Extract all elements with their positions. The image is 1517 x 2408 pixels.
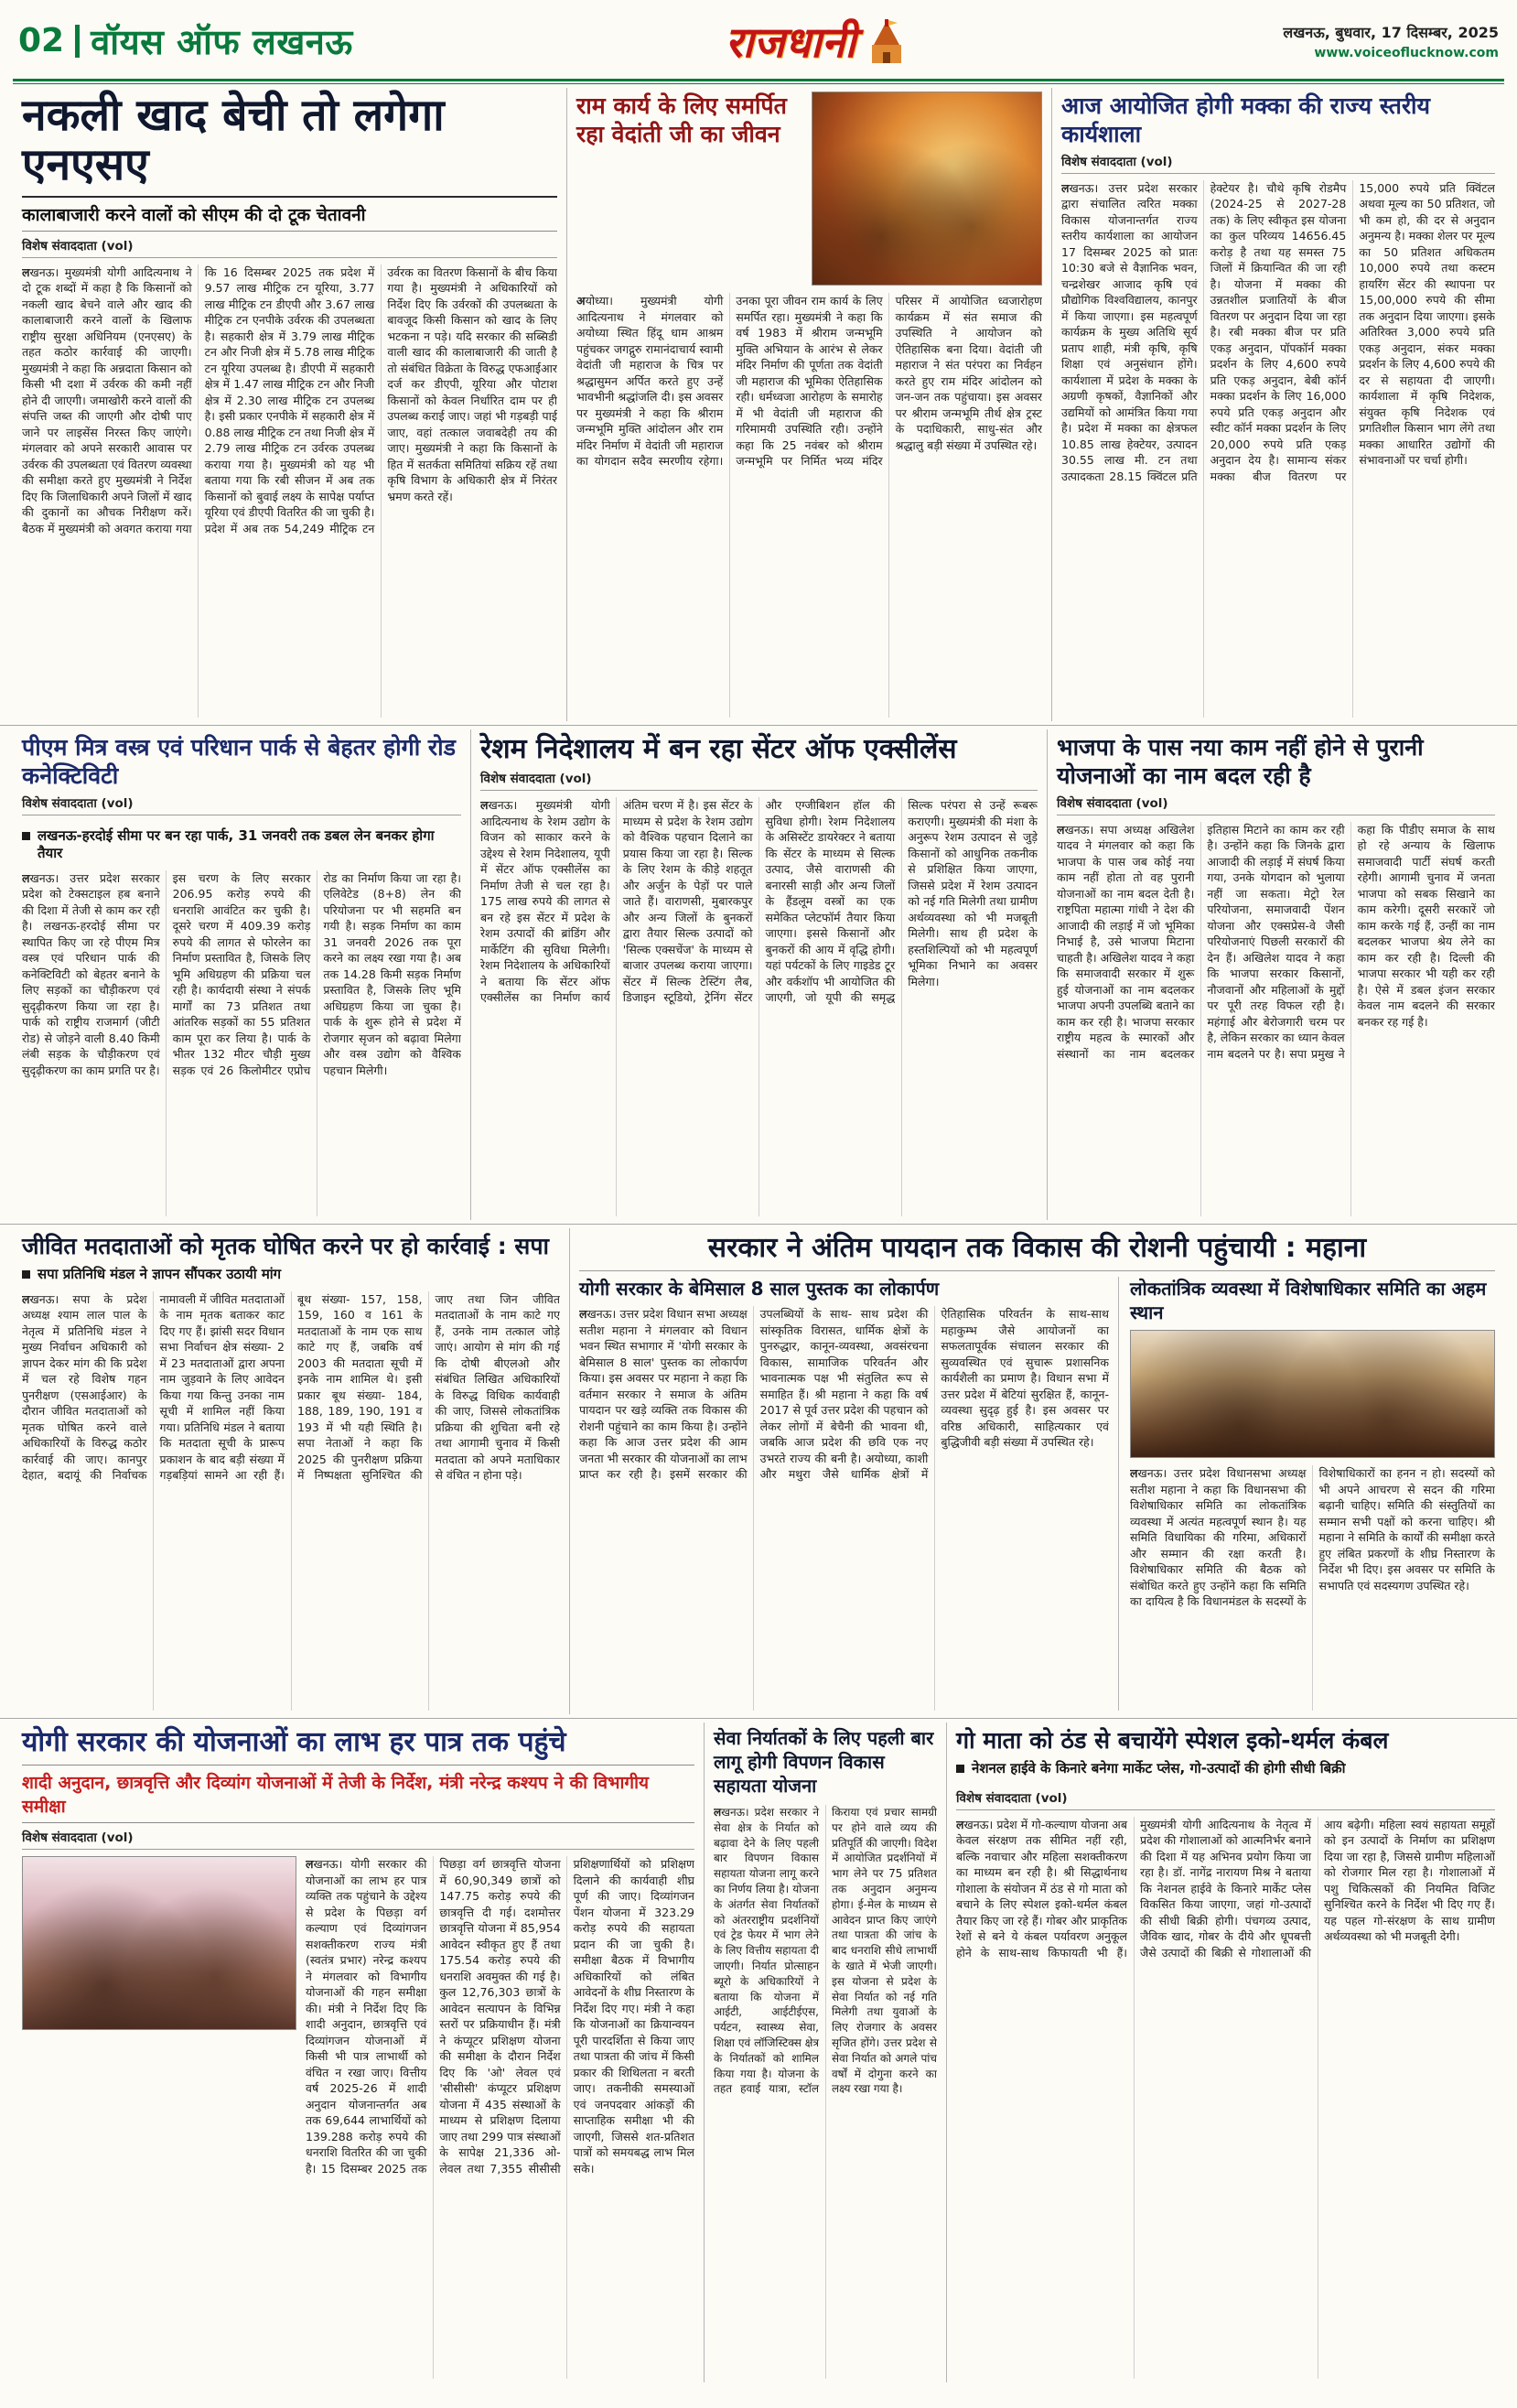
lead-headline: नकली खाद बेची तो लगेगा एनएसए [22,90,445,190]
temple-icon [863,17,910,65]
sp-headline: जीवित मतदाताओं को मृतक घोषित करने पर हो कार्रवाई : सपा [22,1233,550,1259]
article-mahana [569,1228,1504,1714]
assembly-group-photo [1130,1330,1495,1458]
sp-body: लखनऊ। सपा के प्रदेश अध्यक्ष श्याम लाल पाल के नेतृत्व में प्रतिनिधि मंडल ने मुख्य निर्वाचन अधिकारी को ज्ञापन देकर मांग की कि प्रदेश में चल रहे विशेष गहन पुनरीक्षण (एसआईआर) के दौरान जीवित मतदाताओं को मृतक घोषित करने वाले अधिकारियों के विरुद्ध कठोर कार्रवाई की जाए। कानपुर देहात, बदायूं की निर्वाचक नामावली में जीवित मतदाताओं के नाम मृतक बताकर काट दिए गए हैं। झांसी सदर विधान सभा निर्वाचन क्षेत्र संख्या- 2 में 23 मतदाताओं द्वारा अपना नाम जुड़वाने के लिए आवेदन किया गया किन्तु उनका नाम सूची में शामिल नहीं किया गया। प्रतिनिधि मंडल ने बताया कि मतदाता सूची के प्रारूप प्रकाशन के बाद बड़ी संख्या में गड़बड़ियां सामने आ रही हैं। बूथ संख्या- 157, 158, 159, 160 व 161 के मतदाताओं के नाम एक साथ काटे गए हैं, जबकि वर्ष 2003 की मतदाता सूची में इनके नाम शामिल थे। इसी प्रकार बूथ संख्या- 184, 188, 189, 190, 191 व 193 में भी यही स्थिति है। सपा नेताओं ने कहा कि 2025 की पुनरीक्षण प्रक्रिया में निष्पक्षता सुनिश्चित की जाए तथा जिन जीवित मतदाताओं के नाम काटे गए हैं, उनके नाम तत्काल जोड़े जाएं। आयोग से मांग की गई कि दोषी बीएलओ और संबंधित लिखित अधिकारियों के विरुद्ध विधिक कार्यवाही की जाए, जिससे लोकतांत्रिक प्रक्रिया की शुचिता बनी रहे तथा आगामी चुनाव में किसी मतदाता को अपने मताधिकार से वंचित न होना पड़े। [22,1291,560,1483]
gomata-headline: गो माता को ठंड से बचायेंगे स्पेशल इको-थर्मल कंबल [956,1727,1389,1754]
gomata-byline: विशेष संवाददाता (vol) [956,1786,1495,1810]
pmmitra-bullet [22,827,461,863]
article-seva [704,1722,946,2382]
article-lead [13,88,566,721]
resham-headline: रेशम निदेशालय में बन रहा सेंटर ऑफ एक्सीलेंस [480,733,957,765]
resham-byline: विशेष संवाददाता (vol) [480,766,1038,791]
bjp-byline: विशेष संवाददाता (vol) [1057,791,1495,815]
pmmitra-byline: विशेष संवाददाता (vol) [22,791,461,815]
mahana-headline: सरकार ने अंतिम पायदान तक विकास की रोशनी पहुंचायी : महाना [579,1232,1495,1271]
gomata-bullet-text: नेशनल हाईवे के किनारे बनेगा मार्केट प्लेस, गो-उत्पादों की होगी सीधी बिक्री [972,1760,1346,1777]
page-number: 02 [18,25,80,58]
article-resham [470,729,1047,1220]
mahana-committee-headline: लोकतांत्रिक व्यवस्था में विशेषाधिकार समिति का अहम स्थान [1130,1278,1487,1323]
seva-headline: सेवा निर्यातकों के लिए पहली बार लागू होगी विपणन विकास सहायता योजना [714,1727,934,1797]
paper-name: वॉयस ऑफ लखनऊ [91,22,353,62]
bullet-square-icon [22,1270,30,1279]
yogischemes-headline: योगी सरकार की योजनाओं का लाभ हर पात्र तक पहुंचे [22,1726,566,1758]
yogischemes-byline: विशेष संवाददाता (vol) [22,1825,694,1850]
row-middle-upper [0,725,1517,1224]
maize-body: लखनऊ। उत्तर प्रदेश सरकार द्वारा संचालित त्वरित मक्का विकास योजनान्तर्गत राज्य स्तरीय कार्यशाला का आयोजन 17 दिसम्बर 2025 को प्रातः 10:30 बजे से वैज्ञानिक भवन, चन्द्रशेखर आजाद कृषि एवं प्रौद्योगिक विश्वविद्यालय, कानपुर में किया जाएगा। इस महत्वपूर्ण कार्यक्रम के मुख्य अतिथि सूर्य प्रताप शाही, मंत्री कृषि, कृषि शिक्षा एवं अनुसंधान होंगे। कार्यशाला में प्रदेश के मक्का के अग्रणी कृषकों, वैज्ञानिकों और उद्यमियों को आमंत्रित किया गया है। प्रदेश में मक्का का क्षेत्रफल 10.85 लाख हेक्टेयर, उत्पादन 30.55 लाख मी. टन तथा उत्पादकता 28.15 क्विंटल प्रति हेक्टेयर है। चौथे कृषि रोडमैप (2024-25 से 2027-28 तक) के लिए स्वीकृत इस योजना का कुल परिव्यय 14656.45 करोड़ है तथा यह समस्त 75 जिलों में क्रियान्वित की जा रही है। योजना में मक्का की उन्नतशील प्रजातियों के बीज वितरण पर अनुदान दिया जा रहा है। रबी मक्का बीज पर प्रति एकड़ अनुदान, पॉपकॉर्न मक्का प्रदर्शन के लिए 4,600 रुपये प्रति एकड़ अनुदान, बेबी कॉर्न मक्का प्रदर्शन के लिए 16,000 रुपये प्रति एकड़ अनुदान और स्वीट कॉर्न मक्का प्रदर्शन के लिए 20,000 रुपये प्रति एकड़ अनुदान देय है। सामान्य संकर मक्का बीज वितरण पर 15,000 रुपये प्रति क्विंटल अथवा मूल्य का 50 प्रतिशत, जो भी कम हो, की दर से अनुदान अनुमन्य है। मक्का शेलर पर मूल्य का 50 प्रतिशत अधिकतम 10,000 रुपये तथा कस्टम हायरिंग सेंटर की स्थापना पर 15,00,000 रुपये की सीमा तक अनुदान दिया जाएगा। इसके अतिरिक्त 3,000 रुपये प्रति एकड़ अनुदान, संकर मक्का प्रदर्शन के लिए 4,600 रुपये की दर से सहायता दी जाएगी। कार्यशाला में कृषि निदेशक, संयुक्त कृषि निदेशक एवं प्रगतिशील किसान भाग लेंगे तथा मक्का आधारित उद्योगों की संभावनाओं पर चर्चा होगी। [1061,180,1495,483]
vedanti-headline: राम कार्य के लिए समर्पित रहा वेदांती जी का जीवन [576,92,787,148]
maize-byline: विशेष संवाददाता (vol) [1061,149,1495,174]
article-pmmitra [13,729,470,1220]
mahana-book-subarticle [579,1277,1119,1711]
masthead [726,13,911,70]
yogischemes-body: लखनऊ। योगी सरकार की योजनाओं का लाभ हर पात्र व्यक्ति तक पहुंचाने के उद्देश्य से प्रदेश के पिछड़ा वर्ग कल्याण एवं दिव्यांगजन सशक्तीकरण राज्य मंत्री (स्वतंत्र प्रभार) नरेन्द्र कश्यप ने मंगलवार को विभागीय योजनाओं की गहन समीक्षा की। मंत्री ने निर्देश दिए कि शादी अनुदान, छात्रवृत्ति एवं दिव्यांगजन योजनाओं में किसी भी पात्र लाभार्थी को वंचित न रखा जाए। वित्तीय वर्ष 2025-26 में शादी अनुदान योजनान्तर्गत अब तक 69,644 लाभार्थियों को 139.288 करोड़ रुपये की धनराशि वितरित की जा चुकी है। 15 दिसम्बर 2025 तक पिछड़ा वर्ग छात्रवृत्ति योजना में 60,90,349 छात्रों को 147.75 करोड़ रुपये की छात्रवृत्ति दी गई। दशमोत्तर छात्रवृत्ति योजना में 85,954 आवेदन स्वीकृत हुए हैं तथा 175.54 करोड़ रुपये की धनराशि अवमुक्त की गई है। कुल 12,76,303 छात्रों के आवेदन सत्यापन के विभिन्न स्तरों पर प्रक्रियाधीन हैं। मंत्री ने कंप्यूटर प्रशिक्षण योजना की समीक्षा के दौरान निर्देश दिए कि 'ओ' लेवल एवं 'सीसीसी' कंप्यूटर प्रशिक्षण योजना में 435 संस्थाओं के माध्यम से प्रशिक्षण दिलाया जाए तथा 299 पात्र संस्थाओं के सापेक्ष 21,336 ओ-लेवल तथा 7,355 सीसीसी प्रशिक्षणार्थियों को प्रशिक्षण दिलाने की कार्यवाही शीघ्र पूर्ण की जाए। दिव्यांगजन पेंशन योजना में 323.29 करोड़ रुपये की सहायता प्रदान की जा चुकी है। समीक्षा बैठक में विभागीय अधिकारियों को लंबित आवेदनों के शीघ्र निस्तारण के निर्देश दिए गए। मंत्री ने कहा कि योजनाओं का क्रियान्वयन पूरी पारदर्शिता से किया जाए तथा पात्रता की जांच में किसी प्रकार की शिथिलता न बरती जाए। तकनीकी समस्याओं एवं जनपदवार आंकड़ों की साप्ताहिक समीक्षा भी की जाएगी, जिससे शत-प्रतिशत पात्रों को समयबद्ध लाभ मिल सके। [306,1857,694,2176]
lead-byline: विशेष संवाददाता (vol) [22,233,557,258]
dateline: लखनऊ, बुधवार, 17 दिसम्बर, 2025 [1283,24,1499,41]
review-meeting-photo [22,1856,296,2030]
mahana-committee-body: लखनऊ। उत्तर प्रदेश विधानसभा अध्यक्ष सतीश महाना ने कहा कि विधानसभा की विशेषाधिकार समिति का लोकतांत्रिक व्यवस्था में अत्यंत महत्वपूर्ण स्थान है। यह समिति विधायिका की गरिमा, अधिकारों और सम्मान की रक्षा करती है। विशेषाधिकार समिति की बैठक को संबोधित करते हुए उन्होंने कहा कि समिति का दायित्व है कि विधानमंडल के सदस्यों के विशेषाधिकारों का हनन न हो। सदस्यों को भी अपने आचरण से सदन की गरिमा बढ़ानी चाहिए। समिति की संस्तुतियों का सम्मान सभी पक्षों को करना चाहिए। श्री महाना ने समिति के कार्यों की समीक्षा करते हुए लंबित प्रकरणों के शीघ्र निस्तारण के निर्देश भी दिए। इस अवसर पर समिति के सभापति एवं सदस्यगण उपस्थित रहे। [1130,1466,1495,1608]
row-bottom [0,1718,1517,2386]
row-top [0,84,1517,725]
pmmitra-bullet-text: लखनऊ-हरदोई सीमा पर बन रहा पार्क, 31 जनवरी तक डबल लेन बनकर होगा तैयार [38,826,435,861]
resham-body: लखनऊ। मुख्यमंत्री योगी आदित्यनाथ के रेशम उद्योग के विजन को साकार करने के उद्देश्य से रेशम निदेशालय, यूपी में सेंटर ऑफ एक्सीलेंस का निर्माण तेजी से चल रहा है। 175 लाख रुपये की लागत से बन रहे इस सेंटर में प्रदेश के रेशम उत्पादों की ब्रांडिंग और मार्केटिंग की सुविधा मिलेगी। रेशम निदेशालय के अधिकारियों ने बताया कि सेंटर ऑफ एक्सीलेंस का निर्माण कार्य अंतिम चरण में है। इस सेंटर के माध्यम से प्रदेश के रेशम उद्योग को वैश्विक पहचान दिलाने का प्रयास किया जा रहा है। सिल्क के लिए रेशम के कीड़े शहतूत और अर्जुन के पेड़ों पर पाले जाते हैं। वाराणसी, मुबारकपुर और अन्य जिलों के बुनकरों द्वारा तैयार सिल्क उत्पादों को 'सिल्क एक्सचेंज' के माध्यम से बाजार उपलब्ध कराया जाएगा। सेंटर में सिल्क टेस्टिंग लैब, डिजाइन स्टूडियो, ट्रेनिंग सेंटर और एग्जीबिशन हॉल की सुविधा होगी। रेशम निदेशालय के असिस्टेंट डायरेक्टर ने बताया कि सेंटर के माध्यम से सिल्क उत्पाद, जैसे वाराणसी की बनारसी साड़ी और अन्य जिलों के हैंडलूम वस्त्रों का एक समेकित प्लेटफॉर्म तैयार किया जाएगा। इससे किसानों और बुनकरों की आय में वृद्धि होगी। यहां पर्यटकों के लिए गाइडेड टूर और वर्कशॉप भी आयोजित की जाएगी, जो यूपी की समृद्ध सिल्क परंपरा से उन्हें रूबरू कराएगी। मुख्यमंत्री की मंशा के अनुरूप रेशम उत्पादन से जुड़े किसानों को आधुनिक तकनीक से प्रशिक्षित किया जाएगा, जिससे प्रदेश में रेशम उत्पादन को नई गति मिलेगी तथा ग्रामीण अर्थव्यवस्था को भी मजबूती मिलेगी। साथ ही प्रदेश के हस्तशिल्पियों को भी महत्वपूर्ण भूमिका निभाने का अवसर मिलेगा। [480,798,1038,1004]
seva-body: लखनऊ। प्रदेश सरकार ने सेवा क्षेत्र के निर्यात को बढ़ावा देने के लिए पहली बार विपणन विकास सहायता योजना लागू करने का निर्णय लिया है। योजना के अंतर्गत सेवा निर्यातकों को अंतरराष्ट्रीय प्रदर्शनियों एवं ट्रेड फेयर में भाग लेने के लिए वित्तीय सहायता दी जाएगी। निर्यात प्रोत्साहन ब्यूरो के अधिकारियों ने बताया कि योजना में आईटी, आईटीईएस, पर्यटन, स्वास्थ्य सेवा, शिक्षा एवं लॉजिस्टिक्स क्षेत्र के निर्यातकों को शामिल किया गया है। योजना के तहत हवाई यात्रा, स्टॉल किराया एवं प्रचार सामग्री पर होने वाले व्यय की प्रतिपूर्ति की जाएगी। विदेश में आयोजित प्रदर्शनियों में भाग लेने पर 75 प्रतिशत तक अनुदान अनुमन्य होगा। ई-मेल के माध्यम से आवेदन प्राप्त किए जाएंगे तथा पात्रता की जांच के बाद धनराशि सीधे लाभार्थी के खाते में भेजी जाएगी। इस योजना से प्रदेश के सेवा निर्यात को नई गति मिलेगी तथा युवाओं के लिए रोजगार के अवसर सृजित होंगे। उत्तर प्रदेश से सेवा निर्यात को अगले पांच वर्षों में दोगुना करने का लक्ष्य रखा गया है। [714,1806,937,2096]
article-vedanti [566,88,1051,721]
sp-bullet-text: सपा प्रतिनिधि मंडल ने ज्ञापन सौंपकर उठायी मांग [38,1266,282,1283]
mahana-committee-subarticle [1130,1277,1495,1711]
article-gomata [946,1722,1504,2382]
website-link[interactable]: www.voiceoflucknow.com [1314,46,1499,60]
mahana-book-body: लखनऊ। उत्तर प्रदेश विधान सभा अध्यक्ष सतीश महाना ने मंगलवार को विधान भवन स्थित सभागार में 'योगी सरकार के बेमिसाल 8 साल' पुस्तक का लोकार्पण किया। इस अवसर पर महाना ने कहा कि वर्तमान सरकार ने समाज के अंतिम पायदान पर खड़े व्यक्ति तक विकास की रोशनी पहुंचाने का काम किया है। उन्होंने कहा कि आज उत्तर प्रदेश की आम जनता भी सरकार की योजनाओं का लाभ प्राप्त कर रही है। इसमें सरकार की उपलब्धियों के साथ- साथ प्रदेश की सांस्कृतिक विरासत, धार्मिक क्षेत्रों के पुनरुद्धार, कानून-व्यवस्था, अवसंरचना विकास, सामाजिक परिवर्तन और भावनात्मक पक्ष भी संतुलित रूप से समाहित हैं। श्री महाना ने कहा कि वर्ष 2017 से पूर्व उत्तर प्रदेश की पहचान को लेकर लोगों में बेचैनी की भावना थी, जबकि आज प्रदेश की छवि एक नए उभरते राज्य की बनी है। अयोध्या, काशी और मथुरा जैसे धार्मिक क्षेत्रों में ऐतिहासिक परिवर्तन के साथ-साथ महाकुम्भ जैसे आयोजनों का सफलतापूर्वक संचालन सरकार की सुव्यवस्थित एवं सुचारू प्रशासनिक कार्यशैली का प्रमाण है। विधान सभा में उत्तर प्रदेश में बेटियां सुरक्षित हैं, कानून-व्यवस्था सुदृढ़ हुई है। इस अवसर पर वरिष्ठ अधिकारी, साहित्यकार एवं बुद्धिजीवी बड़ी संख्या में उपस्थित रहे। [579,1307,1109,1481]
gomata-body: लखनऊ। प्रदेश में गो-कल्याण योजना अब केवल संरक्षण तक सीमित नहीं रही, बल्कि नवाचार और महिला सशक्तीकरण का माध्यम बन रही है। श्री सिद्धार्थनाथ गोशाला के संयोजन में ठंड से गो माता को बचाने के लिए स्पेशल इको-थर्मल कंबल तैयार किए जा रहे हैं। गोबर और प्राकृतिक रेशों से बने ये कंबल पर्यावरण अनुकूल होने के साथ-साथ किफायती भी हैं। मुख्यमंत्री योगी आदित्यनाथ के नेतृत्व में प्रदेश की गोशालाओं को आत्मनिर्भर बनाने की दिशा में यह अभिनव प्रयोग किया जा रहा है। डॉ. नागेंद्र नारायण मिश्र ने बताया कि नेशनल हाईवे के किनारे मार्केट प्लेस विकसित किया जाएगा, जहां गो-उत्पादों की सीधी बिक्री होगी। पंचगव्य उत्पाद, जैविक खाद, गोबर के दीये और धूपबत्ती जैसे उत्पादों की बिक्री से गोशालाओं की आय बढ़ेगी। महिला स्वयं सहायता समूहों को इन उत्पादों के निर्माण का प्रशिक्षण दिया जा रहा है, जिससे ग्रामीण महिलाओं को रोजगार मिल रहा है। गोशालाओं में पशु चिकित्सकों की नियमित विजिट सुनिश्चित करने के निर्देश भी दिए गए हैं। यह पहल गो-संरक्षण के साथ ग्रामीण अर्थव्यवस्था को भी मजबूती देगी। [956,1817,1495,1960]
masthead-title: राजधानी [725,17,856,67]
row-middle-lower [0,1224,1517,1718]
pmmitra-body: लखनऊ। उत्तर प्रदेश सरकार प्रदेश को टेक्सटाइल हब बनाने की दिशा में तेजी से काम कर रही है। लखनऊ-हरदोई सीमा पर स्थापित किए जा रहे पीएम मित्र वस्त्र एवं परिधान पार्क की कनेक्टिविटी को बेहतर बनाने के लिए सड़कों का चौड़ीकरण एवं सुदृढ़ीकरण किया जा रहा है। पार्क को राष्ट्रीय राजमार्ग (जीटी रोड) से जोड़ने वाली 8.40 किमी लंबी सड़क के चौड़ीकरण एवं सुदृढ़ीकरण का काम प्रगति पर है। इस चरण के लिए सरकार 206.95 करोड़ रुपये की धनराशि आवंटित कर चुकी है। दूसरे चरण में 409.39 करोड़ रुपये की लागत से फोरलेन का निर्माण प्रस्तावित है, जिसके लिए भूमि अधिग्रहण की प्रक्रिया चल रही है। कार्यदायी संस्था ने संपर्क मार्गों का 73 प्रतिशत तथा आंतरिक सड़कों का 55 प्रतिशत काम पूरा कर लिया है। पार्क के भीतर 132 मीटर चौड़ी मुख्य सड़क एवं 26 किलोमीटर एप्रोच रोड का निर्माण किया जा रहा है। एलिवेटेड (8+8) लेन की परियोजना पर भी सहमति बन गयी है। सड़क निर्माण का काम 31 जनवरी 2026 तक पूरा करने का लक्ष्य रखा गया है। अब तक 14.28 किमी सड़क निर्माण प्रस्तावित है, जिसके लिए भूमि अधिग्रहण किया जा चुका है। पार्क के शुरू होने से प्रदेश में रोजगार सृजन को बढ़ावा मिलेगा और वस्त्र उद्योग को वैश्विक पहचान मिलेगी। [22,870,461,1077]
yogischemes-subhead: शादी अनुदान, छात्रवृत्ति और दिव्यांग योजनाओं में तेजी के निर्देश, मंत्री नरेन्द्र कश्यप ने की विभागीय समीक्षा [22,1765,694,1823]
bjp-headline: भाजपा के पास नया काम नहीं होने से पुरानी योजनाओं का नाम बदल रही है [1057,734,1424,790]
sp-bullet [22,1266,560,1284]
header-dates [1283,22,1499,60]
article-sp [13,1228,569,1714]
gomata-bullet [956,1760,1495,1778]
lead-body: लखनऊ। मुख्यमंत्री योगी आदित्यनाथ ने दो टूक शब्दों में कहा है कि किसानों को नकली खाद बेचने वाले और खाद की कालाबाजारी करने वालों के खिलाफ राष्ट्रीय सुरक्षा अधिनियम (एनएसए) के तहत कठोर कार्रवाई की जाएगी। मुख्यमंत्री ने कहा कि अन्नदाता किसान को किसी भी दशा में उर्वरक की कमी नहीं होने दी जाएगी। जमाखोरी करने वालों की संपत्ति जब्त की जाएगी और दोषी पाए जाने पर लाइसेंस निरस्त किए जाएंगे। मंगलवार को अपने सरकारी आवास पर उर्वरक की उपलब्धता एवं वितरण व्यवस्था की समीक्षा करते हुए मुख्यमंत्री ने निर्देश दिए कि जिलाधिकारी अपने जिलों में खाद की दुकानों का औचक निरीक्षण करें। बैठक में मुख्यमंत्री को अवगत कराया गया कि 16 दिसम्बर 2025 तक प्रदेश में 9.57 लाख मीट्रिक टन यूरिया, 3.77 लाख मीट्रिक टन डीएपी और 3.67 लाख मीट्रिक टन एनपीके उर्वरक की उपलब्धता है। सहकारी क्षेत्र में 3.79 लाख मीट्रिक टन और निजी क्षेत्र में 5.78 लाख मीट्रिक टन यूरिया उपलब्ध है। डीएपी में सहकारी क्षेत्र में 1.47 लाख मीट्रिक टन और निजी क्षेत्र में 2.30 लाख मीट्रिक टन उपलब्ध है। इसी प्रकार एनपीके में सहकारी क्षेत्र में 0.88 लाख मीट्रिक टन तथा निजी क्षेत्र में 2.79 लाख मीट्रिक टन उर्वरक उपलब्ध कराया गया है। मुख्यमंत्री को यह भी बताया गया कि रबी सीजन में अब तक किसानों को बुवाई लक्ष्य के सापेक्ष पर्याप्त यूरिया एवं डीएपी वितरित की जा चुकी है। प्रदेश में अब तक 54,249 मीट्रिक टन उर्वरक का वितरण किसानों के बीच किया गया है। मुख्यमंत्री ने अधिकारियों को निर्देश दिए कि उर्वरकों की उपलब्धता के बावजूद किसी किसान को खाद के लिए भटकना न पड़े। यदि सरकार की सब्सिडी वाली खाद की कालाबाजारी की जाती है तो संबंधित विक्रेता के विरुद्ध एफआईआर दर्ज कर डीएपी, यूरिया और पोटाश किसानों को केवल निर्धारित दाम पर ही उपलब्ध कराई जाए। जहां भी गड़बड़ी पाई जाए, वहां तत्काल जवाबदेही तय की जाए। मुख्यमंत्री ने कहा कि किसानों के हित में सतर्कता समितियां सक्रिय रहें तथा कृषि विभाग के अधिकारी क्षेत्र में निरंतर भ्रमण करते रहें। [22,265,557,535]
cm-tribute-photo [812,92,1042,286]
bullet-square-icon [956,1765,964,1773]
article-maize [1051,88,1504,721]
bullet-square-icon [22,832,30,840]
pmmitra-headline: पीएम मित्र वस्त्र एवं परिधान पार्क से बेहतर होगी रोड कनेक्टिविटी [22,734,456,790]
page-header [0,0,1517,79]
maize-headline: आज आयोजित होगी मक्का की राज्य स्तरीय कार्यशाला [1061,92,1431,148]
article-bjp [1047,729,1504,1220]
article-yogischemes [13,1722,704,2382]
mahana-book-headline: योगी सरकार के बेमिसाल 8 साल पुस्तक का लोकार्पण [579,1278,940,1300]
lead-subhead: कालाबाजारी करने वालों को सीएम की दो टूक चेतावनी [22,196,557,232]
bjp-body: लखनऊ। सपा अध्यक्ष अखिलेश यादव ने मंगलवार को कहा कि भाजपा के पास जब कोई नया काम नहीं होता तो वह पुरानी योजनाओं का नाम बदल देती है। राष्ट्रपिता महात्मा गांधी ने देश की आजादी की लड़ाई में जो भूमिका निभाई है, उसे भाजपा मिटाना चाहती है। अखिलेश यादव ने कहा कि समाजवादी सरकार में शुरू हुई योजनाओं का नाम बदलकर भाजपा अपनी उपलब्धि बताने का काम कर रही है। भाजपा सरकार राष्ट्रीय महत्व के स्मारकों और संस्थानों का नाम बदलकर इतिहास मिटाने का काम कर रही है। उन्होंने कहा कि जिनके द्वारा आजादी की लड़ाई में संघर्ष किया गया, उनके योगदान को भुलाया नहीं जा सकता। मेट्रो रेल परियोजना, समाजवादी पेंशन योजना और एक्सप्रेस-वे जैसी परियोजनाएं पिछली सरकारों की देन हैं। अखिलेश यादव ने कहा कि भाजपा सरकार किसानों, नौजवानों और महिलाओं के मुद्दों पर पूरी तरह विफल रही है। महंगाई और बेरोजगारी चरम पर है, लेकिन सरकार का ध्यान केवल नाम बदलने पर है। सपा प्रमुख ने कहा कि पीडीए समाज के साथ हो रहे अन्याय के खिलाफ समाजवादी पार्टी संघर्ष करती रहेगी। आगामी चुनाव में जनता भाजपा को सबक सिखाने का काम करेगी। दूसरी सरकारें जो काम करके गई हैं, उन्हीं का नाम बदलकर भाजपा श्रेय लेने का काम कर रही है। दिल्ली की भाजपा सरकार भी यही कर रही है। ऐसे में डबल इंजन सरकार केवल नाम बदलने की सरकार बनकर रह गई है। [1057,822,1495,1061]
vedanti-body: अयोध्या। मुख्यमंत्री योगी आदित्यनाथ ने मंगलवार को अयोध्या स्थित हिंदू धाम आश्रम पहुंचकर जगद्गुरु रामानंदाचार्य स्वामी वेदांती जी महाराज के चित्र पर श्रद्धासुमन अर्पित करते हुए उन्हें भावभीनी श्रद्धांजलि दी। इस अवसर पर मुख्यमंत्री ने कहा कि श्रीराम जन्मभूमि मुक्ति आंदोलन और राम मंदिर निर्माण में वेदांती जी महाराज का योगदान सदैव स्मरणीय रहेगा। उनका पूरा जीवन राम कार्य के लिए समर्पित रहा। मुख्यमंत्री ने कहा कि वर्ष 1983 में श्रीराम जन्मभूमि मुक्ति अभियान के आरंभ से लेकर मंदिर निर्माण की पूर्णता तक वेदांती जी महाराज की भूमिका ऐतिहासिक रही। धर्मध्वजा आरोहण के समारोह में भी वेदांती जी महाराज की गरिमामयी उपस्थिति रही। उन्होंने कहा कि 25 नवंबर को श्रीराम जन्मभूमि पर निर्मित भव्य मंदिर परिसर में आयोजित ध्वजारोहण कार्यक्रम में संत समाज की उपस्थिति ने आयोजन को ऐतिहासिक बना दिया। वेदांती जी महाराज ने संत परंपरा का निर्वहन करते हुए राम मंदिर आंदोलन को जन-जन तक पहुंचाया। इस अवसर पर श्रीराम जन्मभूमि तीर्थ क्षेत्र ट्रस्ट के पदाधिकारी, साधु-संत और श्रद्धालु बड़ी संख्या में उपस्थित रहे। [576,294,1042,468]
brand [18,17,353,65]
